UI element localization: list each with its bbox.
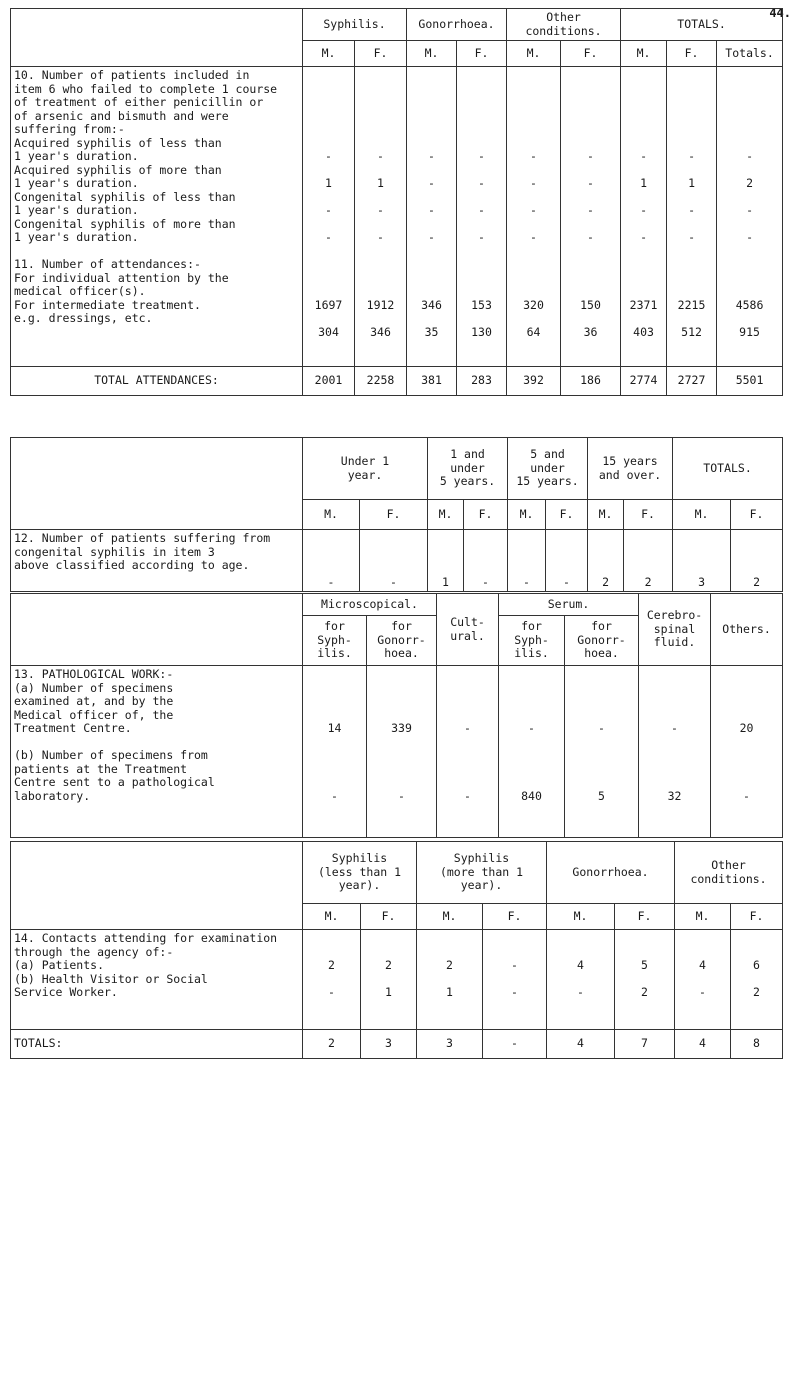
total-value: 8 — [731, 1030, 783, 1059]
sub-f: F. — [667, 41, 717, 67]
header-other-conditions: Other conditions. — [675, 842, 783, 904]
sub-m: M. — [621, 41, 667, 67]
item-14-label: 14. Contacts attending for examination through the agency of:- (a) Patients. (b) Health Visitor or Social Service Worker. — [11, 930, 303, 1030]
sub-m: M. — [407, 41, 457, 67]
sub-m: M. — [507, 41, 561, 67]
header-blank — [11, 9, 303, 67]
value-cell: 339 - — [367, 666, 437, 838]
value-cell: 4 - — [675, 930, 731, 1030]
col-syphilis-m: - 1 - - 1697 304 — [303, 67, 355, 367]
sub-m: M. — [673, 500, 731, 530]
sub-m: M. — [675, 904, 731, 930]
value-cell: - - — [437, 666, 499, 838]
header-blank — [11, 842, 303, 930]
value-cell: - 840 — [499, 666, 565, 838]
sub-m: M. — [588, 500, 624, 530]
value-cell: 2 1 — [361, 930, 417, 1030]
value-cell: 6 2 — [731, 930, 783, 1030]
header-under-1-year: Under 1 year. — [303, 438, 428, 500]
total-value: 2 — [303, 1030, 361, 1059]
sub-m: M. — [547, 904, 615, 930]
value-cell: 2 - — [303, 930, 361, 1030]
header-micro-gonorrhoea: for Gonorr- hoea. — [367, 616, 437, 666]
col-other-m: - - - - 320 64 — [507, 67, 561, 367]
header-5-to-15-years: 5 and under 15 years. — [508, 438, 588, 500]
header-syphilis: Syphilis. — [303, 9, 407, 41]
value-cell: - — [508, 530, 546, 592]
sub-f: F. — [464, 500, 508, 530]
header-blank — [11, 594, 303, 666]
header-serum-syphilis: for Syph- ilis. — [499, 616, 565, 666]
sub-f: F. — [361, 904, 417, 930]
total-value: 5501 — [717, 367, 783, 396]
header-15-and-over: 15 years and over. — [588, 438, 673, 500]
value-cell: 20 - — [711, 666, 783, 838]
page-number: 44. — [769, 6, 791, 20]
col-syphilis-f: - 1 - - 1912 346 — [355, 67, 407, 367]
col-gonorrhoea-f: - - - - 153 130 — [457, 67, 507, 367]
header-gonorrhoea: Gonorrhoea. — [407, 9, 507, 41]
sub-f: F. — [457, 41, 507, 67]
col-totals-m: - 1 - - 2371 403 — [621, 67, 667, 367]
total-attendances-label: TOTAL ATTENDANCES: — [11, 367, 303, 396]
header-1-to-5-years: 1 and under 5 years. — [428, 438, 508, 500]
value-cell: - - — [483, 930, 547, 1030]
value-cell: - 32 — [639, 666, 711, 838]
sub-m: M. — [428, 500, 464, 530]
header-micro-syphilis: for Syph- ilis. — [303, 616, 367, 666]
value-cell: 3 — [673, 530, 731, 592]
header-blank — [11, 438, 303, 530]
value-cell: 1 — [428, 530, 464, 592]
header-serum: Serum. — [499, 594, 639, 616]
sub-f: F. — [615, 904, 675, 930]
header-totals: TOTALS. — [621, 9, 783, 41]
value-cell: - — [546, 530, 588, 592]
total-value: 186 — [561, 367, 621, 396]
value-cell: - — [464, 530, 508, 592]
value-cell: 2 — [588, 530, 624, 592]
sub-f: F. — [355, 41, 407, 67]
items-10-11-label: 10. Number of patients included in item 6 who failed to complete 1 course of treatment of either penicillin or of arsenic and bismuth and were suffering from:- Acquired syphilis of less than 1 year's duration. Acquired syphilis of more than 1 year's duration. Congenital syphilis of less than 1 year's duration. Congenital syphilis of more than 1 year's duration. 11. Number of attendances:- For individual attention by the medical officer(s). For intermediate treatment. e.g. dressings, etc. — [11, 67, 303, 367]
value-cell: - — [303, 530, 360, 592]
sub-f: F. — [360, 500, 428, 530]
total-value: 3 — [417, 1030, 483, 1059]
sub-f: F. — [731, 904, 783, 930]
total-value: 2001 — [303, 367, 355, 396]
value-cell: 14 - — [303, 666, 367, 838]
sub-f: F. — [483, 904, 547, 930]
sub-m: M. — [303, 500, 360, 530]
sub-m: M. — [303, 904, 361, 930]
col-other-f: - - - - 150 36 — [561, 67, 621, 367]
col-totals-f: - 1 - - 2215 512 — [667, 67, 717, 367]
sub-f: F. — [624, 500, 673, 530]
table-item-13 — [10, 593, 783, 838]
totals-label: TOTALS: — [11, 1030, 303, 1059]
header-cerebro-spinal: Cerebro- spinal fluid. — [639, 594, 711, 666]
value-cell: 2 1 — [417, 930, 483, 1030]
value-cell: 2 — [731, 530, 783, 592]
header-gonorrhoea: Gonorrhoea. — [547, 842, 675, 904]
col-totals-all: - 2 - - 4586 915 — [717, 67, 783, 367]
sub-m: M. — [303, 41, 355, 67]
header-syphilis-less-1-year: Syphilis (less than 1 year). — [303, 842, 417, 904]
total-value: - — [483, 1030, 547, 1059]
sub-totals: Totals. — [717, 41, 783, 67]
sub-m: M. — [508, 500, 546, 530]
total-value: 2258 — [355, 367, 407, 396]
value-cell: 4 - — [547, 930, 615, 1030]
value-cell: 2 — [624, 530, 673, 592]
item-12-label: 12. Number of patients suffering from congenital syphilis in item 3 above classified according to age. — [11, 530, 303, 592]
total-value: 3 — [361, 1030, 417, 1059]
sub-f: F. — [561, 41, 621, 67]
header-others: Others. — [711, 594, 783, 666]
total-value: 381 — [407, 367, 457, 396]
header-serum-gonorrhoea: for Gonorr- hoea. — [565, 616, 639, 666]
total-value: 4 — [675, 1030, 731, 1059]
total-value: 2774 — [621, 367, 667, 396]
total-value: 4 — [547, 1030, 615, 1059]
total-value: 7 — [615, 1030, 675, 1059]
value-cell: 5 2 — [615, 930, 675, 1030]
table-item-14 — [10, 841, 783, 1059]
total-value: 283 — [457, 367, 507, 396]
total-value: 2727 — [667, 367, 717, 396]
col-gonorrhoea-m: - - - - 346 35 — [407, 67, 457, 367]
header-totals: TOTALS. — [673, 438, 783, 500]
header-cultural: Cult- ural. — [437, 594, 499, 666]
value-cell: - — [360, 530, 428, 592]
table-item-12 — [10, 437, 783, 592]
header-other-conditions: Other conditions. — [507, 9, 621, 41]
sub-f: F. — [546, 500, 588, 530]
total-value: 392 — [507, 367, 561, 396]
header-microscopical: Microscopical. — [303, 594, 437, 616]
item-13-label: 13. PATHOLOGICAL WORK:- (a) Number of specimens examined at, and by the Medical officer of, the Treatment Centre. (b) Number of specimens from patients at the Treatment Centre sent to a pathological laboratory. — [11, 666, 303, 838]
sub-f: F. — [731, 500, 783, 530]
table-items-10-11 — [10, 8, 783, 396]
sub-m: M. — [417, 904, 483, 930]
value-cell: - 5 — [565, 666, 639, 838]
header-syphilis-more-1-year: Syphilis (more than 1 year). — [417, 842, 547, 904]
